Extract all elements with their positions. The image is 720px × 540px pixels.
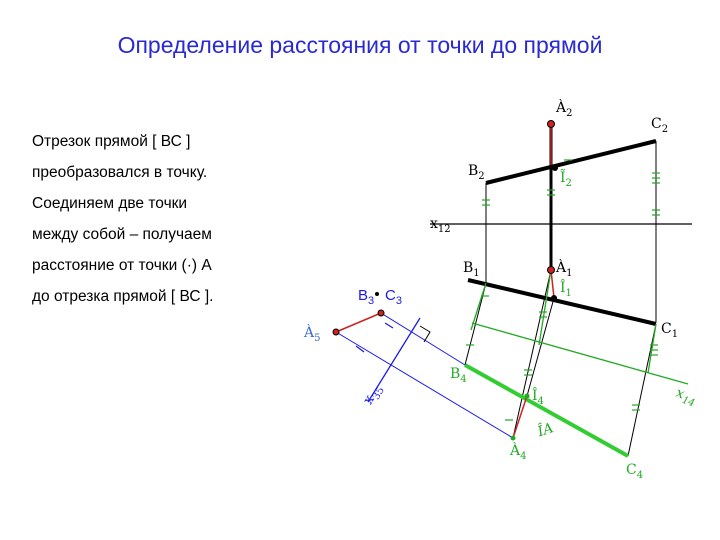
label-A2: $À_2$ (556, 100, 573, 119)
description-line: между собой – получаем (32, 226, 212, 243)
label-A4: $À_4$ (510, 443, 527, 462)
point-A2 (548, 121, 555, 128)
green-link-C1 (648, 324, 656, 373)
label-B3: $B_3$ (358, 287, 375, 307)
segment-B2C2 (486, 141, 656, 183)
label-I1: $Î_1$ (560, 280, 572, 299)
label-C3: $C_3$ (385, 287, 402, 307)
label-A1: $À_1$ (556, 260, 573, 279)
segment-A4-I4 (513, 396, 527, 438)
point-A5 (333, 329, 339, 335)
axis-x14 (472, 323, 688, 384)
label-B2: $B_2$ (468, 163, 485, 182)
link-I1-I4 (527, 298, 554, 396)
label-IA: ÎA (535, 420, 556, 441)
label-C2: $C_2$ (651, 116, 669, 135)
link-C1-C4 (628, 324, 656, 456)
point-A1 (548, 267, 555, 274)
description-line: Отрезок прямой [ ВС ] (32, 133, 191, 150)
label-C1: $C_1$ (661, 321, 679, 340)
right-angle-mark (420, 326, 430, 342)
link-A1-I1 (551, 270, 554, 298)
link-B4-B3 (381, 313, 465, 365)
point-A4 (511, 436, 516, 441)
description-line: преобразовался в точку. (32, 164, 208, 181)
point-I2 (552, 165, 558, 171)
green-link-A1 (539, 270, 551, 345)
label-A5: $À_5$ (304, 325, 321, 344)
description-line: до отрезка прямой [ ВС ]. (32, 288, 214, 305)
link-A4-A5 (336, 332, 513, 438)
point-I1 (551, 295, 557, 301)
label-I4: $Î_4$ (532, 388, 544, 407)
description-line: Соединяем две точки (32, 195, 188, 212)
point-I4 (525, 394, 530, 399)
label-I2: $Ĩ_2$ (560, 170, 572, 189)
point-B3-dot (375, 292, 379, 296)
page-title: Определение расстояния от точки до прямой (117, 32, 603, 58)
label-x14: $x_{14}$ (673, 384, 697, 410)
label-C4: $C_4$ (626, 462, 644, 481)
label-x12: $x_{12}$ (430, 216, 451, 235)
description-line: расстояние от точки (·) А (32, 257, 212, 274)
segment-A5-B3C3 (336, 313, 381, 332)
label-x35: $x_{35}$ (360, 385, 387, 408)
label-B4: $B_4$ (450, 366, 467, 385)
label-B1: $B_1$ (463, 260, 480, 279)
segment-B4C4 (465, 365, 628, 456)
point-B3C3 (378, 310, 384, 316)
